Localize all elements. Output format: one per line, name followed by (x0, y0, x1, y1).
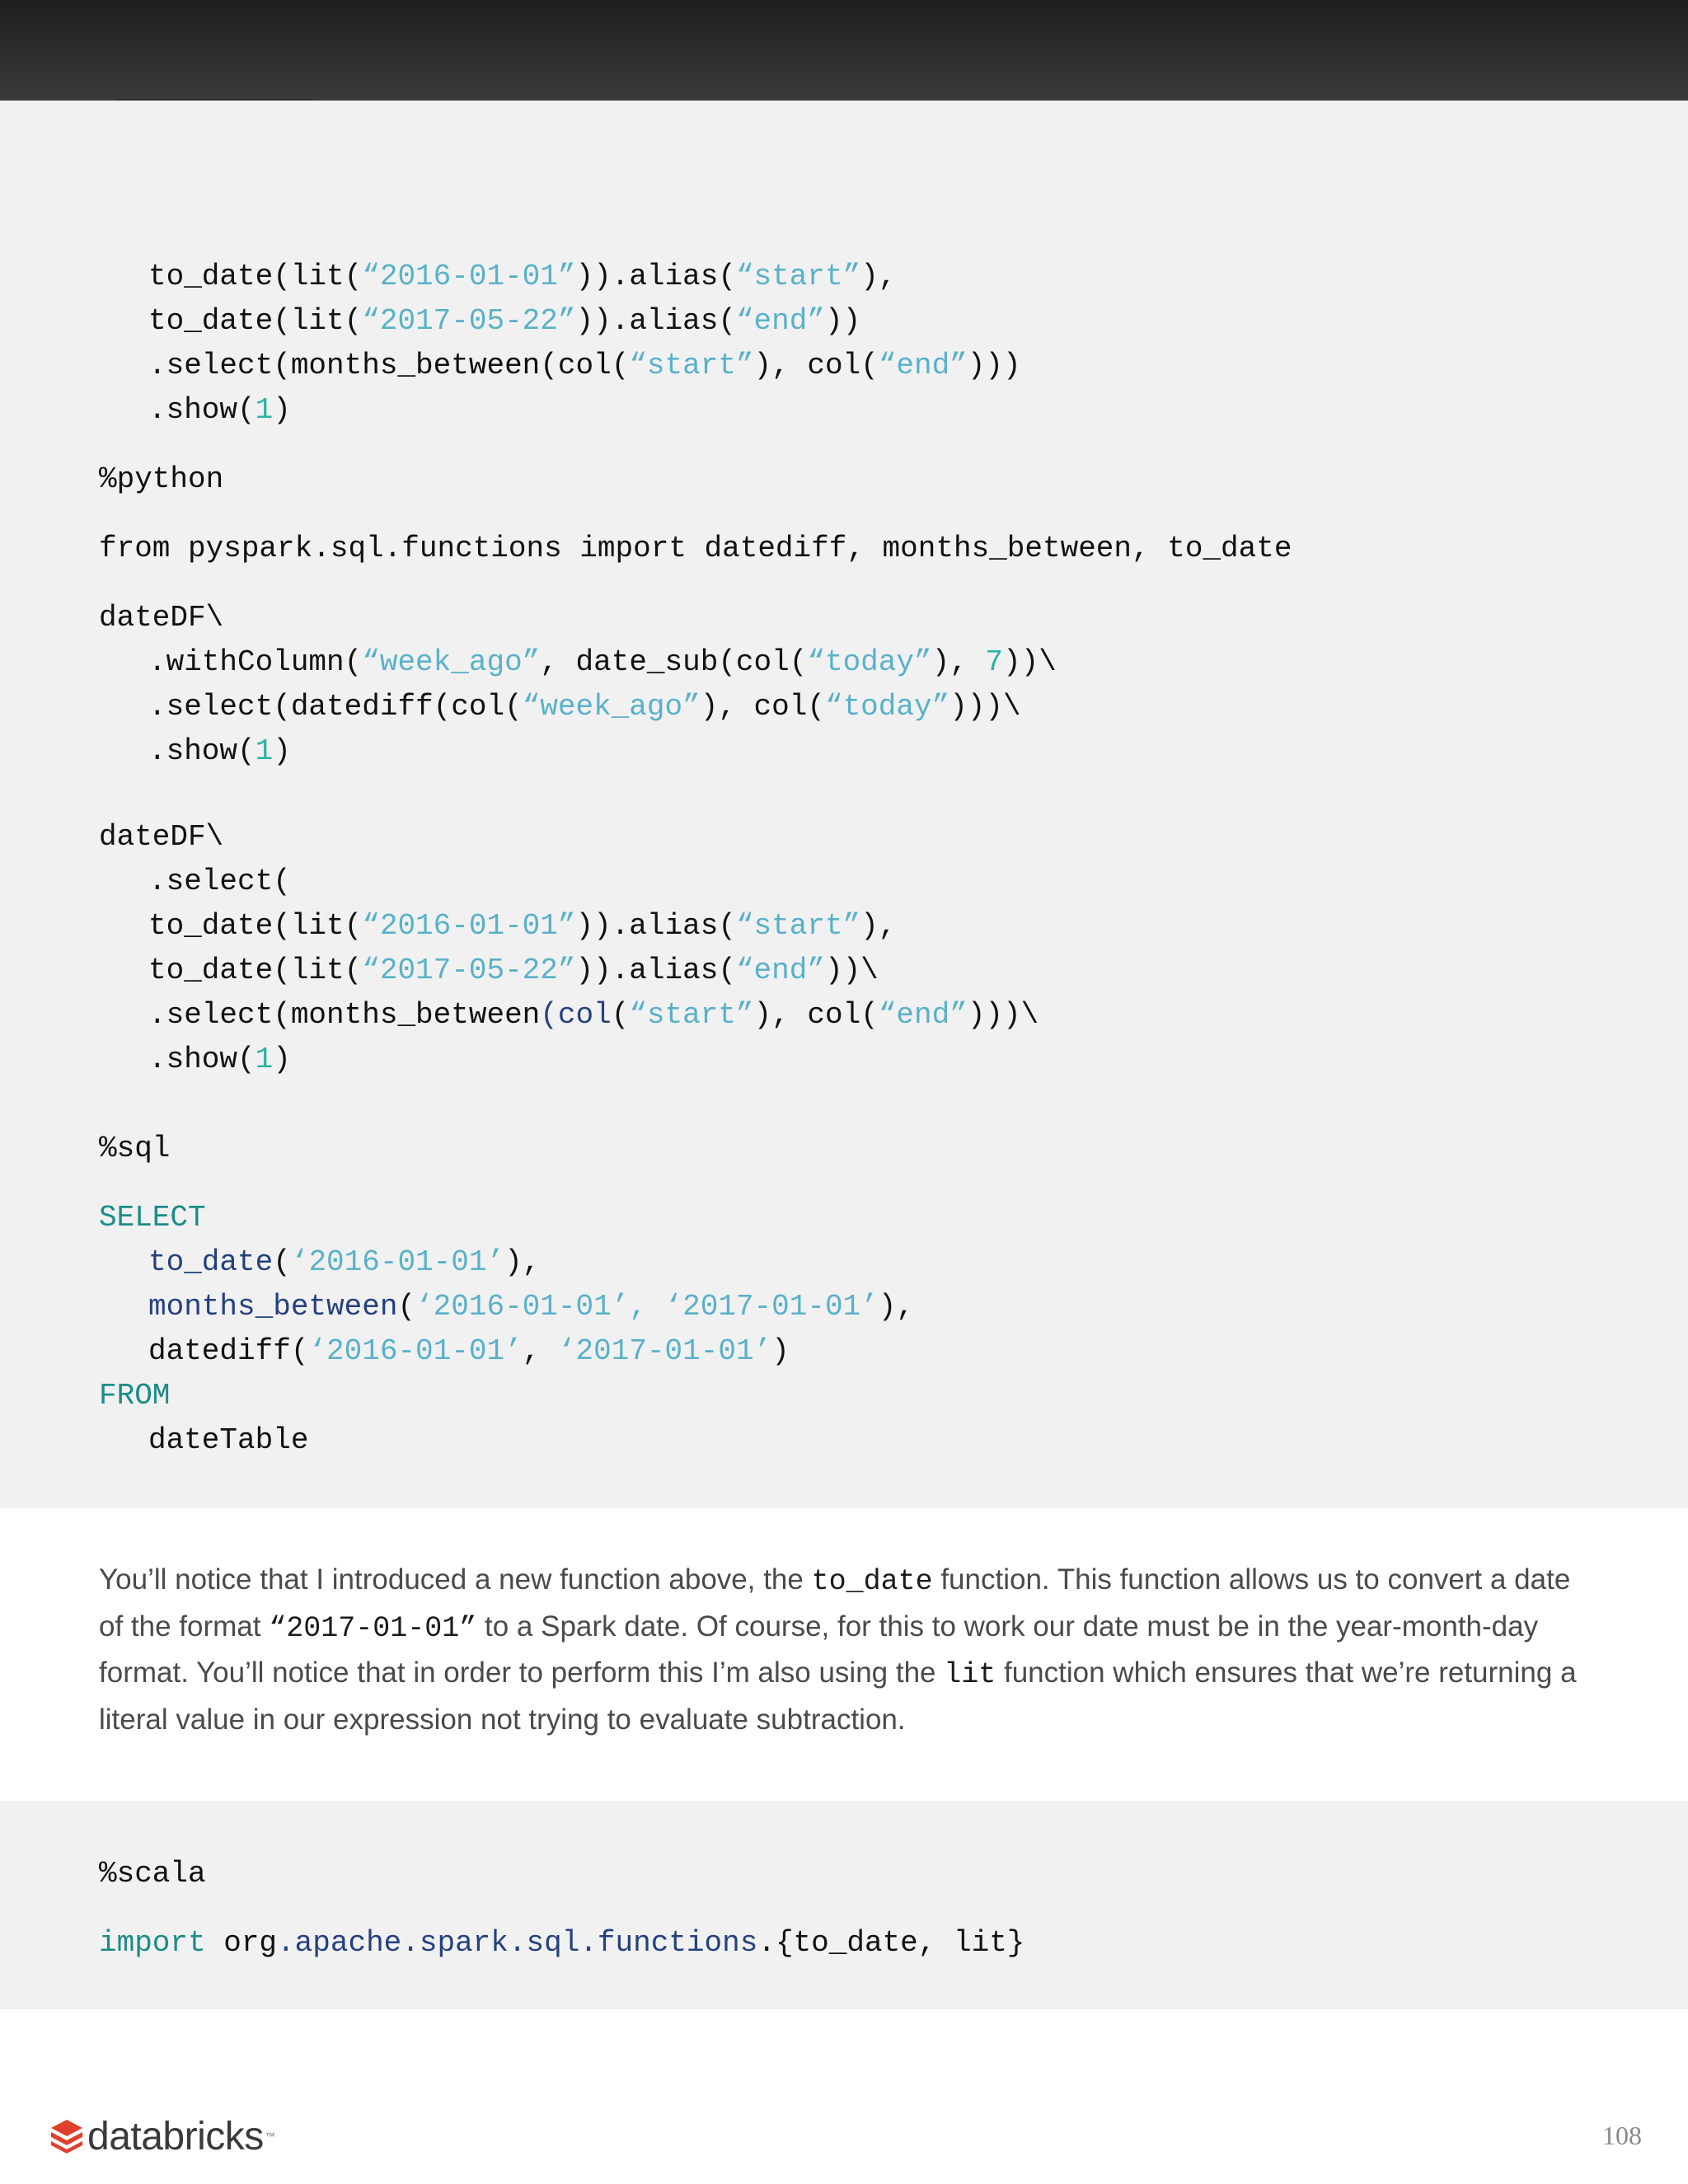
code-token: %sql (99, 1132, 171, 1165)
code-token: )))\ (967, 998, 1039, 1032)
code-token: ), col( (753, 998, 879, 1032)
code-token: .alias( (611, 304, 736, 338)
code-token: 1 (255, 1043, 274, 1076)
code-token: .apache.spark.sql.functions (277, 1926, 758, 1960)
code-token: 1 (255, 393, 274, 427)
code-token: ), col( (700, 690, 825, 724)
code-token: dateTable (148, 1423, 309, 1457)
code-token: dateDF\ (99, 820, 224, 854)
databricks-stack-icon (49, 2118, 84, 2154)
code-line (148, 1422, 308, 1459)
code-token: ))) (967, 349, 1021, 382)
page-number: 108 (1602, 2121, 1642, 2150)
code-token: “2017-05-22” (362, 304, 576, 338)
code-token: ) (273, 734, 291, 768)
code-token: to_date(lit( (148, 304, 363, 338)
code-token: .select( (148, 865, 291, 898)
code-token: “end” (878, 998, 968, 1032)
code-token: “2016-01-01” (362, 260, 576, 293)
code-token: )) (575, 260, 612, 293)
code-line (148, 259, 896, 295)
inline-code-lit: lit (944, 1658, 996, 1691)
code-line (148, 1042, 291, 1078)
code-token: )))\ (950, 690, 1021, 724)
code-token: , (522, 1334, 558, 1368)
code-token: .show( (148, 393, 256, 427)
databricks-logo (49, 2111, 275, 2161)
code-token: .select(months_between(col( (148, 349, 630, 382)
code-token: ), (504, 1245, 541, 1279)
code-token: )) (575, 304, 612, 338)
code-line (99, 600, 223, 636)
code-line (99, 1131, 170, 1167)
code-token: .withColumn( (148, 645, 363, 679)
code-token: ), col( (753, 349, 879, 382)
code-line (148, 644, 1057, 681)
code-line (148, 1289, 914, 1325)
code-token: ), (860, 260, 897, 293)
code-token: org (205, 1926, 278, 1960)
code-token: .show( (148, 734, 256, 768)
code-token: SELECT (99, 1201, 206, 1235)
code-line (99, 462, 223, 498)
code-token: ), (931, 645, 986, 679)
prose-text-1: You’ll notice that I introduced a new function above, the (99, 1563, 812, 1596)
prose-text-2: function. This function allows us to convert a date of the format (99, 1563, 1571, 1643)
inline-code-to-date: to_date (811, 1565, 933, 1598)
code-token: ( (397, 1290, 416, 1324)
code-token: ( (273, 1245, 291, 1279)
code-line (148, 1333, 790, 1370)
header-bar (0, 0, 1688, 101)
code-token: ), (878, 1290, 914, 1324)
prose-text-4: function which ensures that we’re returning a literal value in our expression not trying to evaluate subtraction. (99, 1657, 1577, 1736)
code-line (99, 1378, 170, 1414)
inline-code-date-literal: “2017-01-01” (269, 1611, 477, 1645)
prose-text-3: to a Spark date. Of course, for this to work our date must be in the year-month-day format. You’ll notice that in order to perform this I’m also using the (99, 1610, 1539, 1689)
code-token: “end” (878, 349, 968, 382)
code-token: .alias( (611, 260, 736, 293)
code-token: “week_ago” (362, 645, 541, 679)
code-line (148, 1244, 540, 1281)
code-line (148, 303, 860, 340)
code-token: ) (273, 1043, 291, 1076)
code-line (99, 531, 1292, 567)
code-token: FROM (99, 1379, 171, 1413)
code-token: .select(datediff(col( (148, 690, 523, 724)
code-token: “week_ago” (522, 690, 701, 724)
code-token: .show( (148, 1043, 256, 1076)
code-token: “today” (807, 645, 932, 679)
code-token: )).alias( (575, 909, 736, 943)
code-token: “start” (629, 998, 754, 1032)
code-line (148, 997, 1039, 1033)
code-line (148, 864, 291, 900)
code-token: “2017-05-22” (362, 954, 576, 987)
code-token: “today” (824, 690, 950, 724)
code-token: %scala (99, 1857, 206, 1891)
code-token: to_date (148, 1245, 274, 1279)
code-line (148, 953, 879, 989)
body-paragraph (99, 1558, 1591, 1741)
code-token: .{to_date, lit} (757, 1926, 1025, 1960)
code-token: ))\ (1003, 645, 1057, 679)
code-token: ) (273, 393, 291, 427)
code-token: 1 (255, 734, 274, 768)
code-token: to_date(lit( (148, 260, 363, 293)
code-line (99, 1925, 1025, 1961)
code-token: , date_sub(col( (540, 645, 808, 679)
code-token: (col (540, 998, 612, 1032)
code-token: .select(months_between (148, 998, 541, 1032)
code-token: to_date(lit( (148, 954, 363, 987)
code-token: ), (860, 909, 897, 943)
code-line (99, 1856, 206, 1892)
code-block-scala (0, 1801, 1688, 2009)
code-token: “end” (735, 954, 825, 987)
code-token: ))\ (824, 954, 879, 987)
code-token: ‘2016-01-01’ (308, 1334, 523, 1368)
code-token: 7 (985, 645, 1004, 679)
logo-trademark: ™ (265, 2130, 275, 2142)
code-token: dateDF\ (99, 601, 224, 635)
code-token: “start” (629, 349, 754, 382)
code-line (148, 733, 291, 770)
code-line (148, 908, 896, 944)
code-line (99, 819, 223, 855)
code-token: import (99, 1926, 206, 1960)
code-token: from pyspark.sql.functions import datediff, months_between, to_date (99, 532, 1292, 565)
code-token: months_between (148, 1290, 398, 1324)
code-line (148, 392, 291, 429)
code-token: )) (824, 304, 861, 338)
code-token: “end” (735, 304, 825, 338)
code-token: %python (99, 462, 224, 496)
code-token: ( (611, 998, 630, 1032)
code-token: ) (771, 1334, 790, 1368)
code-line (148, 689, 1021, 725)
code-token: “start” (735, 909, 861, 943)
code-token: “start” (735, 260, 861, 293)
code-line (99, 1200, 206, 1236)
logo-wordmark: databricks (87, 2114, 264, 2158)
code-token: ‘2017-01-01’ (557, 1334, 772, 1368)
code-token: datediff( (148, 1334, 309, 1368)
code-token: ‘2016-01-01’ (290, 1245, 505, 1279)
code-token: to_date(lit( (148, 909, 363, 943)
code-line (148, 348, 1021, 384)
code-token: “2016-01-01” (362, 909, 576, 943)
code-token: )).alias( (575, 954, 736, 987)
code-token: ‘2016-01-01’, ‘2017-01-01’ (415, 1290, 879, 1324)
